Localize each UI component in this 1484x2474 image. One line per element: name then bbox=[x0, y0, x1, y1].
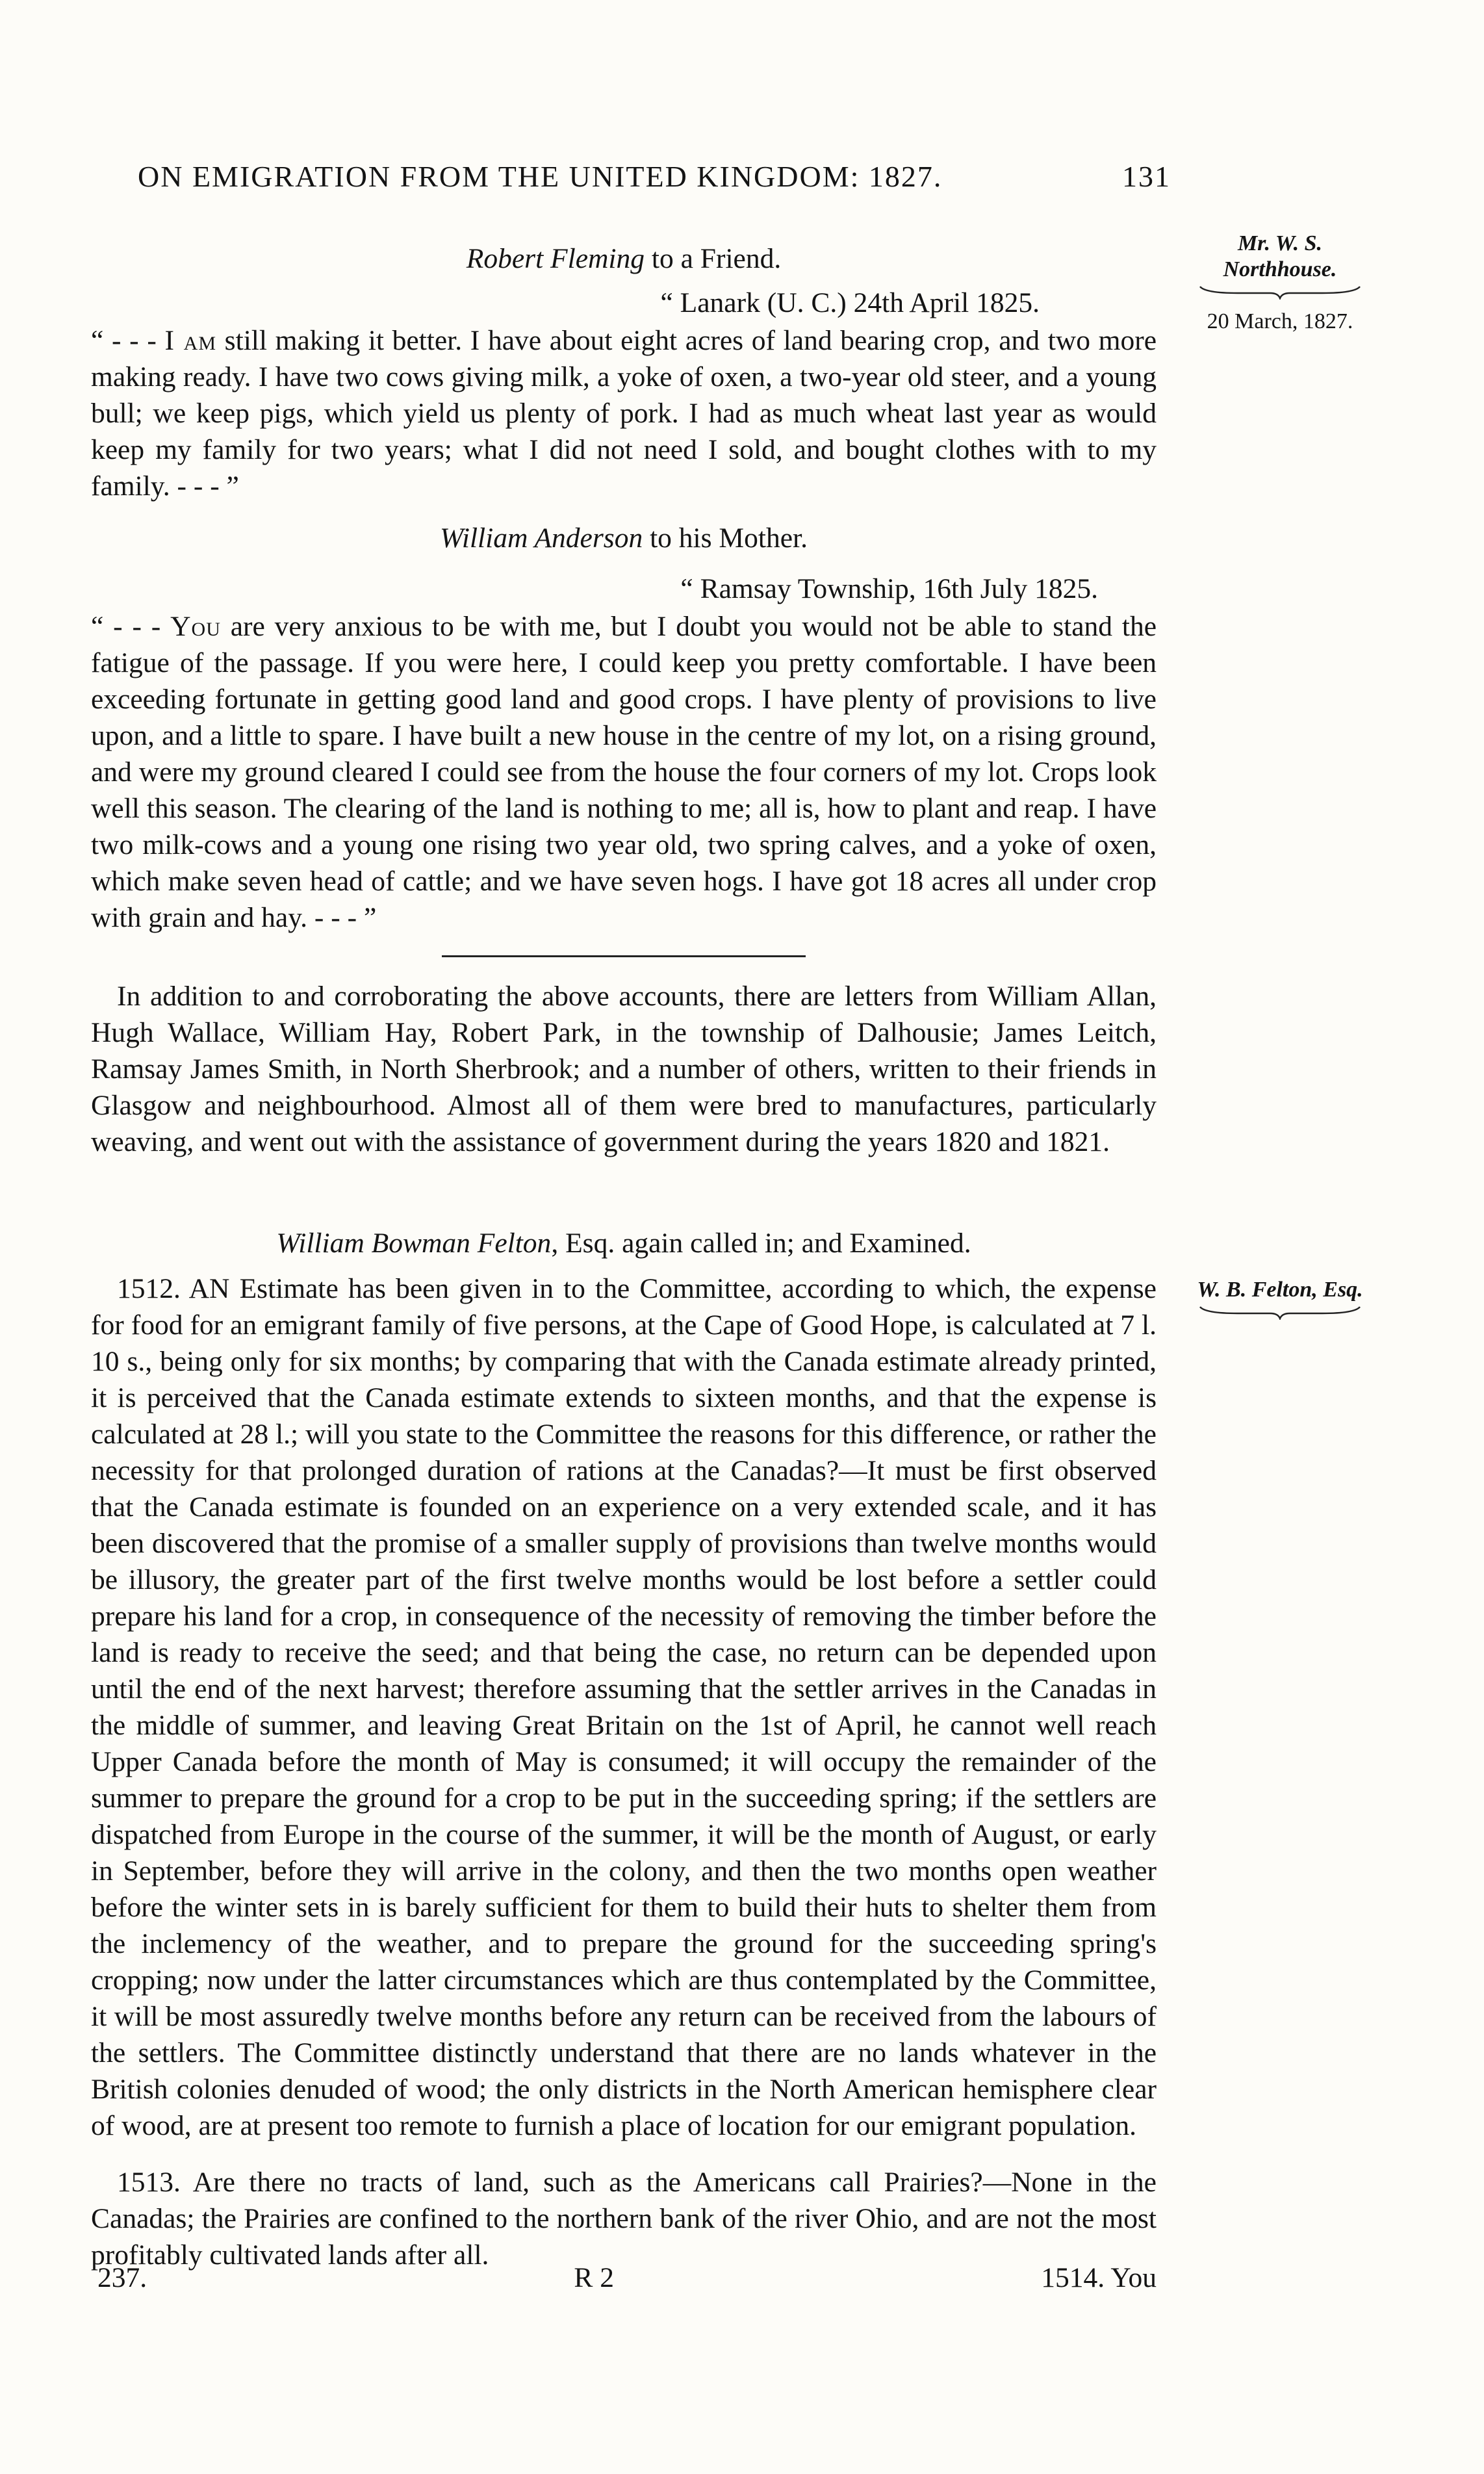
section-divider bbox=[442, 955, 806, 957]
page-number: 131 bbox=[1122, 160, 1171, 193]
examination-heading bbox=[91, 1225, 1157, 1261]
question-text: Are there no tracts of land, such as the Americans call Prairies?—None in the Canadas; the Prairies are confined to the northern bank of the river Ohio, and are not the most profitably cultivated lands after all. bbox=[91, 2167, 1157, 2271]
letter-lead: “ - - - bbox=[91, 325, 165, 356]
letter-text: are very anxious to be with me, but I doubt you would not be able to stand the fatigue of the passage. If you were here, I could keep you pretty comfortable. I have been exceeding fortunate in getting good land and good crops. I have plenty of provisions to live upon, and a little to spare. I have built a new house in the centre of my lot, on a rising ground, and were my ground cleared I could see from the house the four corners of my lot. Crops look well this season. The clearing of the land is nothing to me; all is, how to plant and reap. I have two milk-cows and a young one rising two year old, two spring calves, and a yoke of oxen, which make seven head of cattle; and we have seven hogs. I have got 18 acres all under crop with grain and hay. - - - ” bbox=[91, 611, 1157, 933]
signature-mark: R 2 bbox=[574, 2262, 615, 2293]
examination-note: , Esq. again called in; and Examined. bbox=[551, 1228, 971, 1259]
letter-dateline: “ Lanark (U. C.) 24th April 1825. bbox=[660, 287, 1040, 318]
question-number: 1513. bbox=[117, 2167, 181, 2198]
margin-note-name: Mr. W. S. Northhouse. bbox=[1223, 231, 1337, 281]
letter-heading bbox=[91, 520, 1157, 556]
letter-dateline: “ Ramsay Township, 16th July 1825. bbox=[680, 573, 1098, 604]
margin-note-name: W. B. Felton, Esq. bbox=[1197, 1278, 1363, 1302]
letter-text: still making it better. I have about eight acres of land bearing crop, and two more making ready. I have two cows giving milk, a yoke of oxen, a two-year old steer, and a young bull; we keep pigs, which yield us plenty of pork. I had as much wheat last year as would keep my family for two years; what I did not need I sold, and bought clothes with to my family. - - - ” bbox=[91, 325, 1157, 502]
page-footer bbox=[97, 2261, 1157, 2294]
letter-heading bbox=[91, 240, 1157, 277]
letter-body bbox=[91, 322, 1157, 504]
brace-icon bbox=[1199, 1306, 1361, 1320]
brace-icon bbox=[1199, 285, 1361, 300]
letter-body bbox=[91, 608, 1157, 936]
question-1512 bbox=[91, 1270, 1157, 2144]
letter-writer: William Anderson bbox=[440, 522, 643, 554]
letter-first-word: I am bbox=[164, 325, 216, 356]
letter-lead: “ - - - bbox=[91, 611, 171, 642]
letter-first-word: You bbox=[170, 611, 221, 642]
witness-name: William Bowman Felton bbox=[276, 1228, 552, 1259]
running-header bbox=[138, 159, 1171, 194]
margin-note-northhouse bbox=[1189, 231, 1371, 335]
question-number: 1512. bbox=[117, 1273, 181, 1304]
footer-left: 237. bbox=[97, 2262, 147, 2293]
question-text: AN Estimate has been given in to the Committee, according to which, the expense for food for an emigrant family of five persons, at the Cape of Good Hope, is calculated at 7 l. 10 s., being only for six months; by comparing that with the Canada estimate already printed, it is perceived that the Canada estimate extends to sixteen months, and that the expense is calculated at 28 l.; will you state to the Committee the reasons for this difference, or rather the necessity for that prolonged duration of rations at the Canadas?—It must be first observed that the Canada estimate is founded on an experience on a very extended scale, and it has been discovered that the promise of a smaller supply of provisions than twelve months would be illusory, the greater part of the first twelve months would be lost before a settler could prepare his land for a crop, in consequence of the necessity of removing the timber before the land is ready to receive the seed; and that being the case, no return can be depended upon until the end of the next harvest; therefore assuming that the settler arrives in the Canadas in the middle of summer, and leaving Great Britain on the 1st of April, he cannot well reach Upper Canada before the month of May is consumed; it will occupy the remainder of the summer to prepare the ground for a crop to be put in the succeeding spring; if the settlers are dispatched from Europe in the course of the summer, it will be the month of August, or early in September, before they will arrive in the colony, and then the two months open weather before the winter sets in is barely sufficient for them to build their huts to shelter them from the inclemency of the weather, and to prepare the ground for the succeeding spring's cropping; now under the latter circumstances which are thus contemplated by the Committee, it will be most assuredly twelve months before any return can be received from the labours of the settlers. The Committee distinctly understand that there are no lands whatever in the British colonies denuded of wood; the only districts in the North American hemisphere clear of wood, are at present too remote to furnish a place of location for our emigrant population. bbox=[91, 1273, 1157, 2141]
letter-recipient: to his Mother. bbox=[643, 522, 808, 554]
letter-writer: Robert Fleming bbox=[466, 243, 645, 274]
question-1513 bbox=[91, 2164, 1157, 2273]
catchword: 1514. You bbox=[1041, 2262, 1157, 2293]
margin-note-felton bbox=[1189, 1277, 1371, 1320]
running-title: ON EMIGRATION FROM THE UNITED KINGDOM: 1827. bbox=[138, 160, 943, 193]
margin-note-date: 20 March, 1827. bbox=[1207, 309, 1353, 333]
letter-recipient: to a Friend. bbox=[645, 243, 782, 274]
addition-paragraph: In addition to and corroborating the above accounts, there are letters from William Allan, Hugh Wallace, William Hay, Robert Park, in the township of Dalhousie; James Leitch, Ramsay James Smith, in North Sherbrook; and a number of others, written to their friends in Glasgow and neighbourhood. Almost all of them were bred to manufactures, particularly weaving, and went out with the assistance of government during the years 1820 and 1821. bbox=[91, 981, 1157, 1157]
